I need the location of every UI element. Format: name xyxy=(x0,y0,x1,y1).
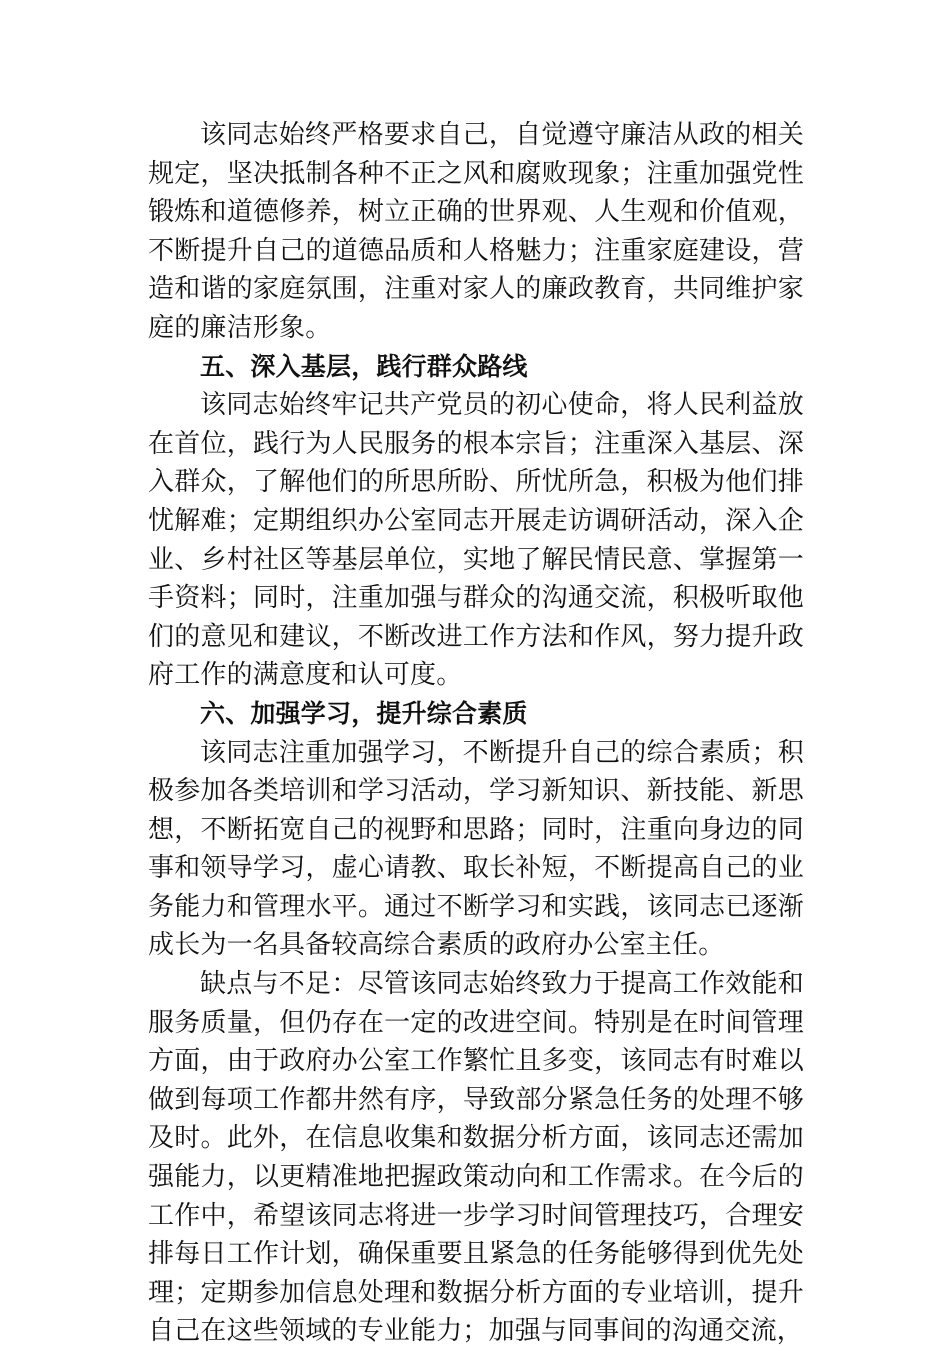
paragraph-grassroots: 该同志始终牢记共产党员的初心使命，将人民利益放在首位，践行为人民服务的根本宗旨；注重深入基层、深入群众，了解他们的所思所盼、所忧所急，积极为他们排忧解难；定期组织办公室同志开展走访调研活动，深入企业、乡村社区等基层单位，实地了解民情民意、掌握第一手资料；同时，注重加强与群众的沟通交流，积极听取他们的意见和建议，不断改进工作方法和作风，努力提升政府工作的满意度和认可度。 xyxy=(148,390,804,691)
paragraph-learning: 该同志注重加强学习，不断提升自己的综合素质；积极参加各类培训和学习活动，学习新知识、新技能、新思想，不断拓宽自己的视野和思路；同时，注重向身边的同事和领导学习，虚心请教、取长补短，不断提高自己的业务能力和管理水平。通过不断学习和实践，该同志已逐渐成长为一名具备较高综合素质的政府办公室主任。 xyxy=(148,737,804,961)
paragraph-integrity: 该同志始终严格要求自己，自觉遵守廉洁从政的相关规定，坚决抵制各种不正之风和腐败现象；注重加强党性锻炼和道德修养，树立正确的世界观、人生观和价值观，不断提升自己的道德品质和人格魅力；注重家庭建设，营造和谐的家庭氛围，注重对家人的廉政教育，共同维护家庭的廉洁形象。 xyxy=(148,120,804,343)
section-heading-5: 五、深入基层，践行群众路线 xyxy=(200,351,528,381)
section-heading-6: 六、加强学习，提升综合素质 xyxy=(200,698,528,728)
paragraph-shortcomings: 缺点与不足：尽管该同志始终致力于提高工作效能和服务质量，但仍存在一定的改进空间。特别是在时间管理方面，由于政府办公室工作繁忙且多变，该同志有时难以做到每项工作都井然有序，导致部分紧急任务的处理不够及时。此外，在信息收集和数据分析方面，该同志还需加强能力，以更精准地把握政策动向和工作需求。在今后的工作中，希望该同志将进一步学习时间管理技巧，合理安排每日工作计划，确保重要且紧急的任务能够得到优先处理；定期参加信息处理和数据分析方面的专业培训，提升自己在这些领域的专业能力；加强与同事间的沟通交流， xyxy=(148,969,804,1347)
document-body xyxy=(148,116,804,1351)
